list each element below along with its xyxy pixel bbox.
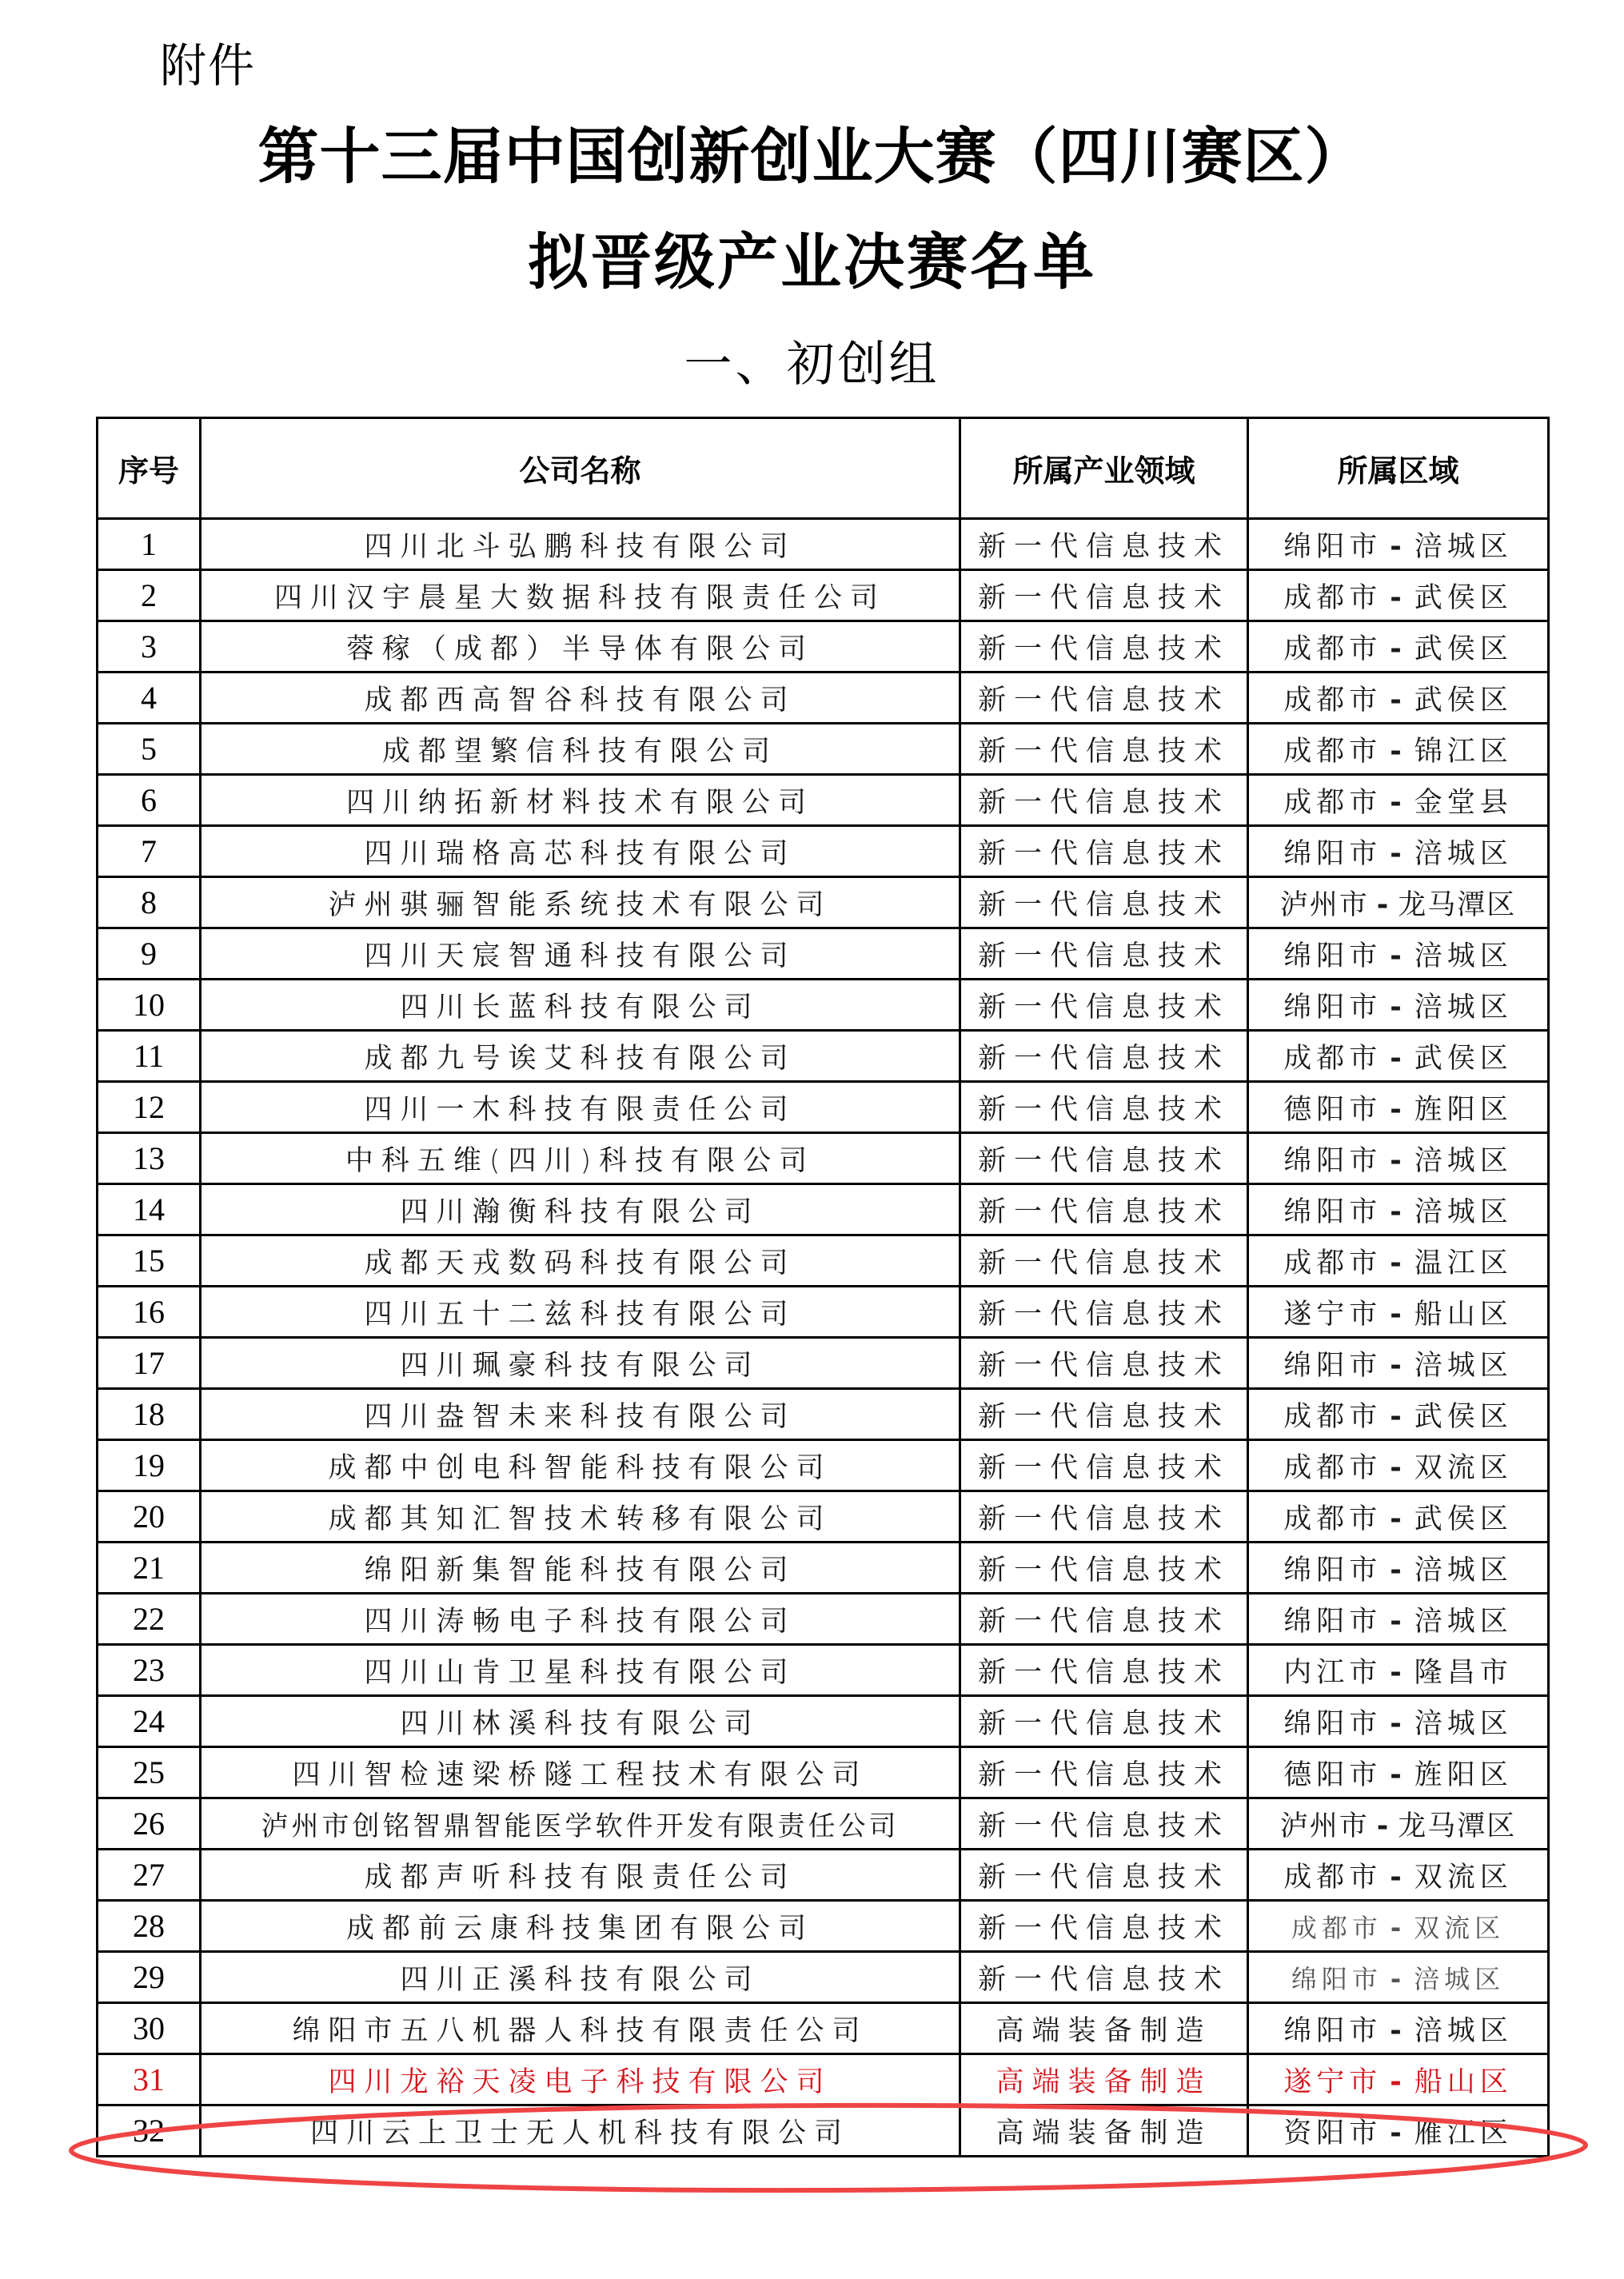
finalist-table <box>96 417 1550 2157</box>
industry: 高端装备制造 <box>960 2003 1248 2054</box>
region-separator: - <box>1390 1195 1407 1228</box>
region <box>1248 1184 1549 1235</box>
row-index: 21 <box>98 1543 201 1594</box>
region <box>1248 1798 1549 1850</box>
region-district: 涪城区 <box>1414 1349 1513 1382</box>
region-separator: - <box>1390 2065 1407 2098</box>
region-district: 武侯区 <box>1414 1042 1513 1075</box>
region-separator: - <box>1390 1298 1407 1331</box>
header-index: 序号 <box>98 418 201 519</box>
region-district: 船山区 <box>1414 1298 1513 1331</box>
region <box>1248 1082 1549 1133</box>
table-row <box>98 724 1549 775</box>
region-city: 成都市 <box>1283 684 1383 716</box>
row-index: 23 <box>98 1645 201 1696</box>
region <box>1248 980 1549 1031</box>
row-index: 26 <box>98 1798 201 1850</box>
row-index: 5 <box>98 724 201 775</box>
region <box>1248 1901 1549 1952</box>
region-separator: - <box>1376 888 1391 921</box>
region <box>1248 826 1549 877</box>
region-separator: - <box>1390 2117 1407 2149</box>
region-city: 成都市 <box>1283 786 1383 819</box>
region-city: 泸州市 <box>1279 888 1369 921</box>
region-district: 船山区 <box>1414 2065 1513 2098</box>
attachment-label: 附件 <box>160 38 257 93</box>
company-name: 四川涛畅电子科技有限公司 <box>201 1594 960 1645</box>
region-city: 绵阳市 <box>1283 1195 1383 1228</box>
region-separator: - <box>1390 735 1407 768</box>
industry: 新一代信息技术 <box>960 1389 1248 1440</box>
table-row <box>98 1645 1549 1696</box>
region <box>1248 775 1549 826</box>
region <box>1248 519 1549 570</box>
table-row <box>98 1031 1549 1082</box>
region <box>1248 1389 1549 1440</box>
table-row <box>98 775 1549 826</box>
company-name: 四川正溪科技有限公司 <box>201 1952 960 2003</box>
company-name: 绵阳新集智能科技有限公司 <box>201 1543 960 1594</box>
region <box>1248 877 1549 928</box>
region <box>1248 1594 1549 1645</box>
table-row <box>98 1389 1549 1440</box>
document-title: 第十三届中国创新创业大赛（四川赛区） <box>257 121 1367 192</box>
row-index: 27 <box>98 1850 201 1901</box>
table-row <box>98 1287 1549 1338</box>
row-index: 17 <box>98 1338 201 1389</box>
region-city: 德阳市 <box>1283 1758 1383 1791</box>
region-district: 涪城区 <box>1414 1554 1513 1587</box>
company-name: 四川龙裕天凌电子科技有限公司 <box>201 2054 960 2105</box>
row-index: 6 <box>98 775 201 826</box>
table-row <box>98 928 1549 980</box>
industry: 新一代信息技术 <box>960 1543 1248 1594</box>
region-district: 龙马潭区 <box>1398 888 1517 921</box>
region <box>1248 1747 1549 1798</box>
table-row <box>98 1184 1549 1235</box>
industry: 新一代信息技术 <box>960 1798 1248 1850</box>
industry: 新一代信息技术 <box>960 724 1248 775</box>
region-city: 成都市 <box>1291 1912 1383 1943</box>
region-separator: - <box>1390 581 1407 614</box>
region-district: 涪城区 <box>1414 1605 1513 1638</box>
table-row <box>98 1952 1549 2003</box>
region-district: 旌阳区 <box>1414 1758 1513 1791</box>
company-name: 成都九号诶艾科技有限公司 <box>201 1031 960 1082</box>
company-name: 四川天宸智通科技有限公司 <box>201 928 960 980</box>
region-city: 绵阳市 <box>1283 1144 1383 1177</box>
table-row <box>98 519 1549 570</box>
region-separator: - <box>1390 1554 1407 1587</box>
region-district: 涪城区 <box>1414 1707 1513 1740</box>
region-separator: - <box>1390 940 1407 972</box>
region <box>1248 570 1549 621</box>
region <box>1248 1491 1549 1543</box>
table-row <box>98 1082 1549 1133</box>
region <box>1248 1031 1549 1082</box>
industry: 高端装备制造 <box>960 2105 1248 2157</box>
company-name: 四川瑞格高芯科技有限公司 <box>201 826 960 877</box>
table-row <box>98 1696 1549 1747</box>
company-name: 四川长蓝科技有限公司 <box>201 980 960 1031</box>
table-body <box>98 519 1549 2157</box>
row-index: 22 <box>98 1594 201 1645</box>
company-name: 成都其知汇智技术转移有限公司 <box>201 1491 960 1543</box>
region <box>1248 2105 1549 2157</box>
region-separator: - <box>1390 1861 1407 1894</box>
region-city: 绵阳市 <box>1283 530 1383 563</box>
region-separator: - <box>1390 1912 1407 1943</box>
region <box>1248 928 1549 980</box>
row-index: 8 <box>98 877 201 928</box>
header-region: 所属区域 <box>1248 418 1549 519</box>
region-separator: - <box>1390 1605 1407 1638</box>
row-index: 20 <box>98 1491 201 1543</box>
region-district: 涪城区 <box>1414 1195 1513 1228</box>
region-city: 绵阳市 <box>1283 1605 1383 1638</box>
industry: 新一代信息技术 <box>960 826 1248 877</box>
industry: 高端装备制造 <box>960 2054 1248 2105</box>
table-row <box>98 2003 1549 2054</box>
region-city: 遂宁市 <box>1283 2065 1383 2098</box>
region <box>1248 1235 1549 1287</box>
row-index: 2 <box>98 570 201 621</box>
row-index: 19 <box>98 1440 201 1491</box>
company-name: 成都声听科技有限责任公司 <box>201 1850 960 1901</box>
region-city: 成都市 <box>1283 633 1383 665</box>
row-index: 16 <box>98 1287 201 1338</box>
row-index: 13 <box>98 1133 201 1184</box>
row-index: 30 <box>98 2003 201 2054</box>
region-separator: - <box>1390 2014 1407 2047</box>
region-district: 双流区 <box>1414 1912 1506 1943</box>
table-row <box>98 621 1549 673</box>
table-row <box>98 1543 1549 1594</box>
region-separator: - <box>1390 530 1407 563</box>
row-index: 1 <box>98 519 201 570</box>
region-separator: - <box>1390 1042 1407 1075</box>
company-name: 四川智检速梁桥隧工程技术有限公司 <box>201 1747 960 1798</box>
industry: 新一代信息技术 <box>960 673 1248 724</box>
region-separator: - <box>1390 1758 1407 1791</box>
company-name: 四川北斗弘鹏科技有限公司 <box>201 519 960 570</box>
region-district: 锦江区 <box>1414 735 1513 768</box>
industry: 新一代信息技术 <box>960 1696 1248 1747</box>
company-name: 成都前云康科技集团有限公司 <box>201 1901 960 1952</box>
region-separator: - <box>1390 1963 1407 1994</box>
region-district: 武侯区 <box>1414 1503 1513 1535</box>
document-subtitle: 拟晋级产业决赛名单 <box>528 226 1096 297</box>
region-separator: - <box>1390 1503 1407 1535</box>
table-row <box>98 1747 1549 1798</box>
row-index: 9 <box>98 928 201 980</box>
row-index: 28 <box>98 1901 201 1952</box>
region-separator: - <box>1390 1707 1407 1740</box>
region-district: 涪城区 <box>1414 1144 1513 1177</box>
industry: 新一代信息技术 <box>960 1491 1248 1543</box>
table-row <box>98 1594 1549 1645</box>
table-row <box>98 980 1549 1031</box>
region-city: 德阳市 <box>1283 1093 1383 1126</box>
region <box>1248 1440 1549 1491</box>
company-name: 成都中创电科智能科技有限公司 <box>201 1440 960 1491</box>
region-district: 武侯区 <box>1414 581 1513 614</box>
industry: 新一代信息技术 <box>960 519 1248 570</box>
industry: 新一代信息技术 <box>960 1287 1248 1338</box>
header-company: 公司名称 <box>201 418 960 519</box>
region <box>1248 1287 1549 1338</box>
region-district: 涪城区 <box>1414 1963 1506 1994</box>
region <box>1248 724 1549 775</box>
industry: 新一代信息技术 <box>960 877 1248 928</box>
region <box>1248 1696 1549 1747</box>
table-header-row <box>98 418 1549 519</box>
table-row <box>98 1440 1549 1491</box>
region-separator: - <box>1390 1656 1407 1689</box>
region-separator: - <box>1390 991 1407 1024</box>
region-district: 旌阳区 <box>1414 1093 1513 1126</box>
industry: 新一代信息技术 <box>960 1952 1248 2003</box>
region-city: 绵阳市 <box>1283 1707 1383 1740</box>
region-district: 武侯区 <box>1414 684 1513 716</box>
industry: 新一代信息技术 <box>960 621 1248 673</box>
row-index: 12 <box>98 1082 201 1133</box>
table-row <box>98 826 1549 877</box>
company-name: 四川五十二兹科技有限公司 <box>201 1287 960 1338</box>
company-name: 成都望繁信科技有限公司 <box>201 724 960 775</box>
region-district: 涪城区 <box>1414 530 1513 563</box>
industry: 新一代信息技术 <box>960 1594 1248 1645</box>
region-city: 成都市 <box>1283 735 1383 768</box>
table-row <box>98 1235 1549 1287</box>
region-district: 涪城区 <box>1414 2014 1513 2047</box>
region-district: 雁江区 <box>1414 2117 1513 2149</box>
company-name: 蓉稼（成都）半导体有限公司 <box>201 621 960 673</box>
industry: 新一代信息技术 <box>960 570 1248 621</box>
row-index: 24 <box>98 1696 201 1747</box>
region <box>1248 1133 1549 1184</box>
industry: 新一代信息技术 <box>960 1338 1248 1389</box>
region-district: 涪城区 <box>1414 991 1513 1024</box>
region <box>1248 621 1549 673</box>
industry: 新一代信息技术 <box>960 1031 1248 1082</box>
region-separator: - <box>1390 1247 1407 1279</box>
region-city: 成都市 <box>1283 1503 1383 1535</box>
region-city: 遂宁市 <box>1283 1298 1383 1331</box>
region-separator: - <box>1390 684 1407 716</box>
region-city: 绵阳市 <box>1291 1963 1383 1994</box>
region-separator: - <box>1390 1400 1407 1433</box>
industry: 新一代信息技术 <box>960 1901 1248 1952</box>
region-city: 泸州市 <box>1279 1810 1369 1842</box>
industry: 新一代信息技术 <box>960 1747 1248 1798</box>
region-district: 武侯区 <box>1414 1400 1513 1433</box>
region-separator: - <box>1390 1093 1407 1126</box>
region-city: 绵阳市 <box>1283 837 1383 870</box>
region-district: 金堂县 <box>1414 786 1513 819</box>
industry: 新一代信息技术 <box>960 1082 1248 1133</box>
industry: 新一代信息技术 <box>960 1440 1248 1491</box>
table-row <box>98 1133 1549 1184</box>
region-district: 武侯区 <box>1414 633 1513 665</box>
row-index: 31 <box>98 2054 201 2105</box>
region-city: 绵阳市 <box>1283 1554 1383 1587</box>
region-city: 绵阳市 <box>1283 1349 1383 1382</box>
row-index: 3 <box>98 621 201 673</box>
industry: 新一代信息技术 <box>960 928 1248 980</box>
region-district: 涪城区 <box>1414 940 1513 972</box>
region-district: 温江区 <box>1414 1247 1513 1279</box>
row-index: 15 <box>98 1235 201 1287</box>
company-name: 泸州市创铭智鼎智能医学软件开发有限责任公司 <box>201 1798 960 1850</box>
company-name: 四川汉宇晨星大数据科技有限责任公司 <box>201 570 960 621</box>
region-city: 成都市 <box>1283 1451 1383 1484</box>
region-city: 绵阳市 <box>1283 991 1383 1024</box>
table-row <box>98 1798 1549 1850</box>
row-index: 7 <box>98 826 201 877</box>
table-row <box>98 877 1549 928</box>
region-district: 隆昌市 <box>1414 1656 1513 1689</box>
region-separator: - <box>1390 1349 1407 1382</box>
region-city: 资阳市 <box>1283 2117 1383 2149</box>
region <box>1248 673 1549 724</box>
region <box>1248 1645 1549 1696</box>
company-name: 四川一木科技有限责任公司 <box>201 1082 960 1133</box>
region-separator: - <box>1390 837 1407 870</box>
region-district: 龙马潭区 <box>1398 1810 1517 1842</box>
row-index: 32 <box>98 2105 201 2157</box>
region-city: 成都市 <box>1283 1247 1383 1279</box>
region-city: 绵阳市 <box>1283 940 1383 972</box>
region <box>1248 1850 1549 1901</box>
industry: 新一代信息技术 <box>960 775 1248 826</box>
table-row <box>98 1901 1549 1952</box>
company-name: 四川云上卫士无人机科技有限公司 <box>201 2105 960 2157</box>
table-row <box>98 2054 1549 2105</box>
region <box>1248 2003 1549 2054</box>
industry: 新一代信息技术 <box>960 1235 1248 1287</box>
company-name: 四川盎智未来科技有限公司 <box>201 1389 960 1440</box>
region-city: 成都市 <box>1283 581 1383 614</box>
region <box>1248 1338 1549 1389</box>
region-city: 内江市 <box>1283 1656 1383 1689</box>
region <box>1248 1952 1549 2003</box>
row-index: 25 <box>98 1747 201 1798</box>
table-row <box>98 673 1549 724</box>
row-index: 29 <box>98 1952 201 2003</box>
industry: 新一代信息技术 <box>960 1645 1248 1696</box>
industry: 新一代信息技术 <box>960 1184 1248 1235</box>
industry: 新一代信息技术 <box>960 1133 1248 1184</box>
company-name: 成都天戎数码科技有限公司 <box>201 1235 960 1287</box>
region-separator: - <box>1390 1144 1407 1177</box>
industry: 新一代信息技术 <box>960 1850 1248 1901</box>
region-separator: - <box>1390 1451 1407 1484</box>
company-name: 中科五维(四川)科技有限公司 <box>201 1133 960 1184</box>
company-name: 成都西高智谷科技有限公司 <box>201 673 960 724</box>
company-name: 绵阳市五八机器人科技有限责任公司 <box>201 2003 960 2054</box>
row-index: 4 <box>98 673 201 724</box>
region-separator: - <box>1390 786 1407 819</box>
row-index: 18 <box>98 1389 201 1440</box>
region-district: 涪城区 <box>1414 837 1513 870</box>
header-industry: 所属产业领域 <box>960 418 1248 519</box>
industry: 新一代信息技术 <box>960 980 1248 1031</box>
region-separator: - <box>1390 633 1407 665</box>
region-city: 成都市 <box>1283 1400 1383 1433</box>
region-district: 双流区 <box>1414 1861 1513 1894</box>
region <box>1248 2054 1549 2105</box>
table-row <box>98 1338 1549 1389</box>
company-name: 泸州骐骊智能系统技术有限公司 <box>201 877 960 928</box>
region-city: 成都市 <box>1283 1861 1383 1894</box>
company-name: 四川山肯卫星科技有限公司 <box>201 1645 960 1696</box>
company-name: 四川林溪科技有限公司 <box>201 1696 960 1747</box>
region-city: 绵阳市 <box>1283 2014 1383 2047</box>
region-separator: - <box>1376 1810 1391 1842</box>
section-title: 一、初创组 <box>684 337 940 393</box>
region <box>1248 1543 1549 1594</box>
row-index: 10 <box>98 980 201 1031</box>
row-index: 11 <box>98 1031 201 1082</box>
table-row <box>98 1491 1549 1543</box>
company-name: 四川瀚衡科技有限公司 <box>201 1184 960 1235</box>
company-name: 四川珮豪科技有限公司 <box>201 1338 960 1389</box>
region-district: 双流区 <box>1414 1451 1513 1484</box>
table-row <box>98 1850 1549 1901</box>
company-name: 四川纳拓新材料技术有限公司 <box>201 775 960 826</box>
table-row <box>98 570 1549 621</box>
region-city: 成都市 <box>1283 1042 1383 1075</box>
table-row <box>98 2105 1549 2157</box>
row-index: 14 <box>98 1184 201 1235</box>
